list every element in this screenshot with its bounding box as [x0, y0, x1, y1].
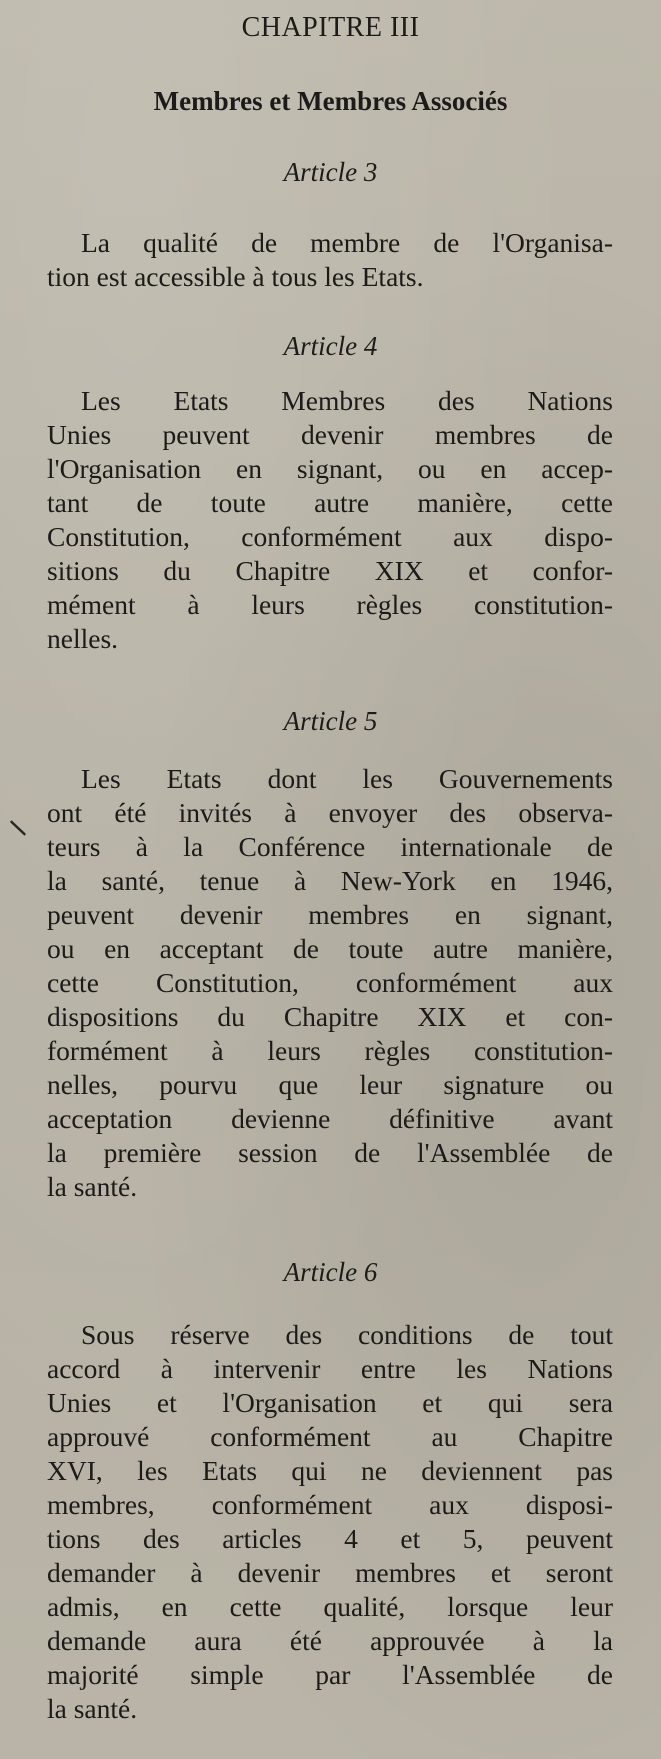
article-4-line: tant de toute autre manière, cette	[47, 487, 613, 518]
article-5-line: ont été invités à envoyer des observa-	[47, 797, 613, 828]
article-5-heading: Article 5	[283, 706, 378, 736]
article-5-line: peuvent devenir membres en signant,	[47, 899, 613, 930]
article-6-line: membres, conformément aux disposi-	[47, 1489, 613, 1520]
article-4-line: Constitution, conformément aux dispo-	[47, 521, 613, 552]
article-6-line: la santé.	[47, 1693, 138, 1724]
chapter-heading: CHAPITRE III	[241, 12, 420, 43]
article-5-line: Les Etats dont les Gouvernements	[81, 763, 613, 794]
article-5-line: nelles, pourvu que leur signature ou	[47, 1069, 613, 1100]
article-5-line: la première session de l'Assemblée de	[47, 1137, 613, 1168]
article-6-heading: Article 6	[283, 1257, 378, 1287]
article-6-line: XVI, les Etats qui ne deviennent pas	[47, 1455, 613, 1486]
article-6-line: admis, en cette qualité, lorsque leur	[47, 1591, 613, 1622]
article-3-line: La qualité de membre de l'Organisa-	[81, 227, 613, 258]
article-6-line: majorité simple par l'Assemblée de	[47, 1659, 613, 1690]
article-3-heading: Article 3	[283, 157, 378, 187]
article-6-line: demander à devenir membres et seront	[47, 1557, 613, 1588]
article-5-line: ou en acceptant de toute autre manière,	[47, 933, 613, 964]
article-6-line: approuvé conformément au Chapitre	[47, 1421, 613, 1452]
article-5-line: cette Constitution, conformément aux	[47, 967, 613, 998]
article-4-line: mément à leurs règles constitution-	[47, 589, 613, 620]
chapter-subtitle: Membres et Membres Associés	[153, 86, 508, 116]
article-4-line: Les Etats Membres des Nations	[81, 385, 613, 416]
article-5-line: la santé.	[47, 1171, 138, 1202]
article-4-line: Unies peuvent devenir membres de	[47, 419, 613, 450]
article-6-line: Unies et l'Organisation et qui sera	[47, 1387, 613, 1418]
article-4-line: l'Organisation en signant, ou en accep-	[47, 453, 613, 484]
article-3-line: tion est accessible à tous les Etats.	[47, 261, 424, 292]
article-6-line: tions des articles 4 et 5, peuvent	[47, 1523, 613, 1554]
article-4-heading: Article 4	[283, 331, 378, 361]
article-6-line: accord à intervenir entre les Nations	[47, 1353, 613, 1384]
article-5-line: teurs à la Conférence internationale de	[47, 831, 613, 862]
article-5-line: la santé, tenue à New-York en 1946,	[47, 865, 613, 896]
article-4-line: sitions du Chapitre XIX et confor-	[47, 555, 613, 586]
article-5-line: formément à leurs règles constitution-	[47, 1035, 613, 1066]
article-4-line: nelles.	[47, 623, 119, 654]
article-5-line: acceptation devienne définitive avant	[47, 1103, 613, 1134]
article-6-line: demande aura été approuvée à la	[47, 1625, 613, 1656]
article-5-line: dispositions du Chapitre XIX et con-	[47, 1001, 613, 1032]
margin-tick-mark	[9, 817, 27, 840]
article-6-line: Sous réserve des conditions de tout	[81, 1319, 613, 1350]
